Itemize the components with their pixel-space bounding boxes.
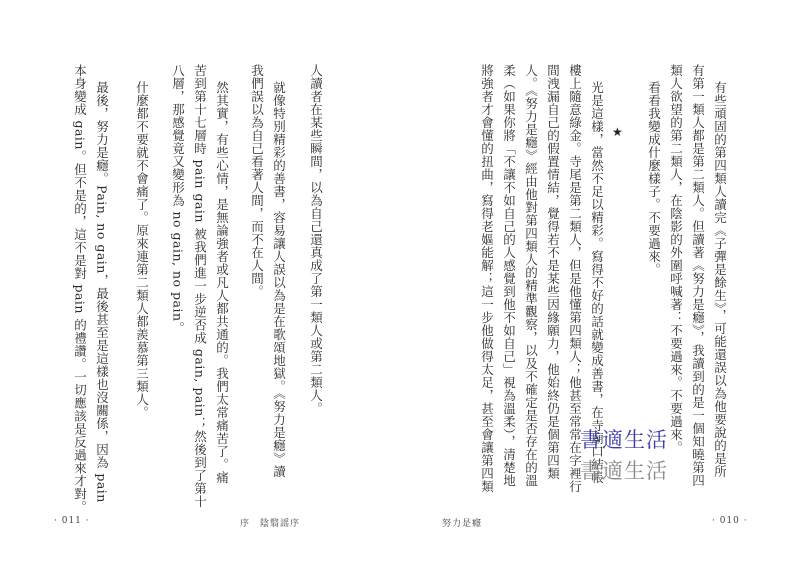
text-column: 然其實，有些心情，是無論強者或凡人都共通的。我們太常痛苦了。痛	[214, 81, 230, 484]
text-column: 光是這樣，當然不足以精彩。寫得不好的話就變成善書，在寺廟口結帳	[589, 81, 605, 484]
text-column: 人讀者在某些瞬間，以為自己還真成了第一類人或第二類人。	[308, 64, 324, 415]
watermark-text-shadow: 書適生活	[580, 459, 668, 483]
text-column: 最後，努力是癮。Pain, no gain，最後甚至是這樣也沒關係，因為 pain	[94, 81, 110, 503]
text-column: 我們誤以為自己看著人間，而不在人間。	[249, 64, 265, 298]
text-column: 有些頑固的第四類人讀完《子彈是餘生》，可能還誤以為他要說的是所	[712, 81, 728, 478]
text-column: 什麼都不要就不會痛了。原來連第二類人都羨慕第三類人。	[134, 81, 150, 419]
text-column: 就像特別精彩的善書，容易讓人誤以為是在歌頌地獄。《努力是癮》讀	[271, 81, 287, 478]
text-column: 苦到第十七層時 pain gain 被我們進一步逆否成 gain, pain；然後到了第十	[192, 64, 208, 508]
text-column: 有第一類人都是第二類人。但讀著《努力是癮》，我讀到的是一個知曉第四	[690, 64, 706, 487]
page-number: · 011 ·	[54, 516, 90, 526]
text-column: 將強者才會懂的扭曲，寫得老嫗能解；這一步他做得太足，甚至會讓第四類	[479, 64, 495, 493]
text-column: 類人欲望的第二類人，在陰影的外圍呼喊著：不要過來。不要過來。	[668, 64, 684, 454]
text-column: 八層，那感覺竟又變形為 no gain, no pain。	[170, 64, 186, 335]
text-column: 人。《努力是癮》經由他對第四類人的精準觀察，以及不確定是否存在的溫	[523, 64, 539, 487]
watermark-text: 書適生活	[580, 428, 668, 452]
text-column: 間洩漏自己的假置情結，覺得若不是某些因緣願力，他始終仍是個第四類	[545, 64, 561, 480]
right-page	[397, 0, 794, 563]
text-column: 看看我變成什麼樣子。不要過來。	[646, 81, 662, 276]
text-column: 樓上隨意綠金。寺尾是第二類人，但是他懂第四類人；他甚至常常在字裡行	[567, 64, 583, 493]
text-column: 本身變成 gain。但不是的，這不是對 pain 的禮讚。一切應該是反過來才對。	[72, 64, 88, 514]
section-break-star: ★	[612, 125, 623, 139]
running-header: 努力是癮	[442, 519, 483, 529]
page-number: · 010 ·	[712, 516, 748, 526]
text-column: 柔（如果你將「不讓不如自己的人感覺到他不如自己」視為溫柔），清楚地	[501, 64, 517, 487]
running-header: 序 陰翳謡序	[240, 519, 301, 529]
